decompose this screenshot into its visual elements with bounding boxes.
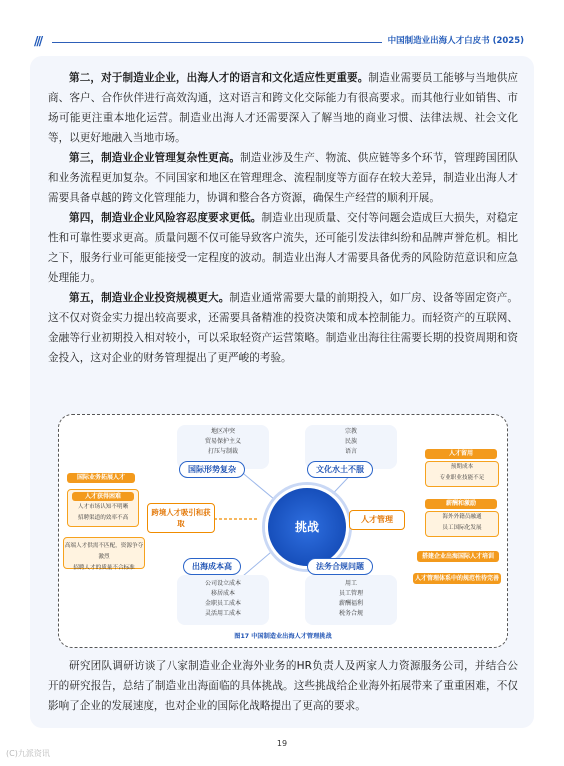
compliance-box: [305, 575, 397, 625]
cost-items: 公司设立成本 移居成本 金职员工成本 灵活用工成本: [204, 580, 241, 617]
paragraph: 第三，制造业企业管理复杂性更高。制造业涉及生产、物流、供应链等多个环节，管理跨国团队和业务流程更加复杂。不同国家和地区在管理理念、流程制度等方面存在较大差异，制造业出海人才需要具备卓越的跨文化管理能力，协调和整合各方资源，确保生产经营的顺利开展。: [48, 152, 519, 204]
right-tag1-box: 预期成本 专业职业技能不足: [425, 461, 499, 487]
culture-items: 宗教 民族 语言: [344, 428, 357, 455]
figure-caption: 图17 中国制造业出海人才管理挑战: [234, 633, 332, 640]
right-tag4: 人才管理体系中的规范性待完善: [414, 575, 499, 582]
left-group-tag: 人才获得困难: [72, 492, 134, 501]
watermark: (C)九派资讯: [6, 749, 50, 758]
international-label: 国际形势复杂: [179, 461, 245, 478]
left-top-tag: 国际业务拓展人才: [67, 473, 135, 483]
paragraph: 第二，对于制造业企业，出海人才的语言和文化适应性更重要。制造业需要员工能够与当地供应商、客户、合作伙伴进行高效沟通，这对语言和跨文化交际能力有很高要求。而其他行业如销售、市场可能更注重本地化运营。制造业出海人才还需要深入了解当地的商业习惯、法律法规、社会文化等，以更好地融入当地市场。: [48, 72, 519, 144]
header-title: 中国制造业出海人才白皮书 (2025): [387, 36, 524, 46]
cost-label: 出海成本高: [183, 558, 241, 575]
right-tag2-box: 海外外籍员融通 员工国际化发展: [425, 511, 499, 537]
international-items: 地区冲突 贸易保护主义 打压与制裁: [204, 428, 241, 455]
paragraph: 第五，制造业企业投资规模更大。制造业通常需要大量的前期投入，如厂房、设备等固定资产。这不仅对资金实力提出较高要求，还需要具备精准的投资决策和成本控制能力。而轻资产的互联网、金融等行业初期投入相对较小，可以采取轻资产运营策略。制造业出海往往需要长期的投资周期和资金投入，这对企业的财务管理提出了更严峻的考验。: [48, 292, 519, 364]
culture-label: 文化水土不服: [307, 461, 373, 478]
left-group-items: 人才市场认知不明晰 招聘渠道的效率不高: [77, 504, 129, 521]
right-tag3: 搭建企业出海国际人才培训: [417, 551, 499, 562]
page-number: 19: [276, 739, 288, 748]
right-tag2: 薪酬和激励: [425, 499, 497, 509]
figure-challenges: [58, 414, 508, 648]
compliance-label: 法务合规问题: [307, 558, 373, 575]
header-mark: ///: [34, 34, 42, 48]
body-text-bottom: [48, 656, 518, 716]
header-rule: [52, 42, 382, 43]
left-bottom-box: [63, 537, 145, 569]
paragraph: 研究团队调研访谈了八家制造业企业海外业务的HR负责人及两家人力资源服务公司，并结合公开的研究报告，总结了制造业出海面临的具体挑战。这些挑战给企业海外拓展带来了重重困难，不仅影响了企业的发展速度，也对企业的国际化战略提出了更高的要求。: [48, 660, 518, 712]
left-group-box: [67, 489, 139, 527]
challenge-hub: [265, 485, 349, 569]
talent-mgmt-callout: 人才管理: [349, 510, 405, 530]
compliance-items: 用工 员工管理 薪酬福利 税务合规: [338, 580, 363, 617]
hub-label: 挑战: [294, 520, 319, 534]
recruit-callout: 跨境人才吸引和获取: [147, 503, 215, 533]
paragraph: 第四，制造业企业风险容忍度要求更低。制造业出现质量、交付等问题会造成巨大损失，对稳定性和可靠性要求更高。质量问题不仅可能导致客户流失，还可能引发法律纠纷和品牌声誉危机。相比之下，服务行业可能更能接受一定程度的波动。制造业出海人才需要具备优秀的风险防范意识和应急处理能力。: [48, 212, 519, 284]
left-bottom-items: 高端人才供需不匹配，资源争夺激烈 招聘人才的质量不合标准: [64, 543, 144, 571]
body-text-top: [48, 68, 518, 368]
cost-box: [177, 575, 269, 625]
right-tag1: 人才留用: [425, 449, 497, 459]
